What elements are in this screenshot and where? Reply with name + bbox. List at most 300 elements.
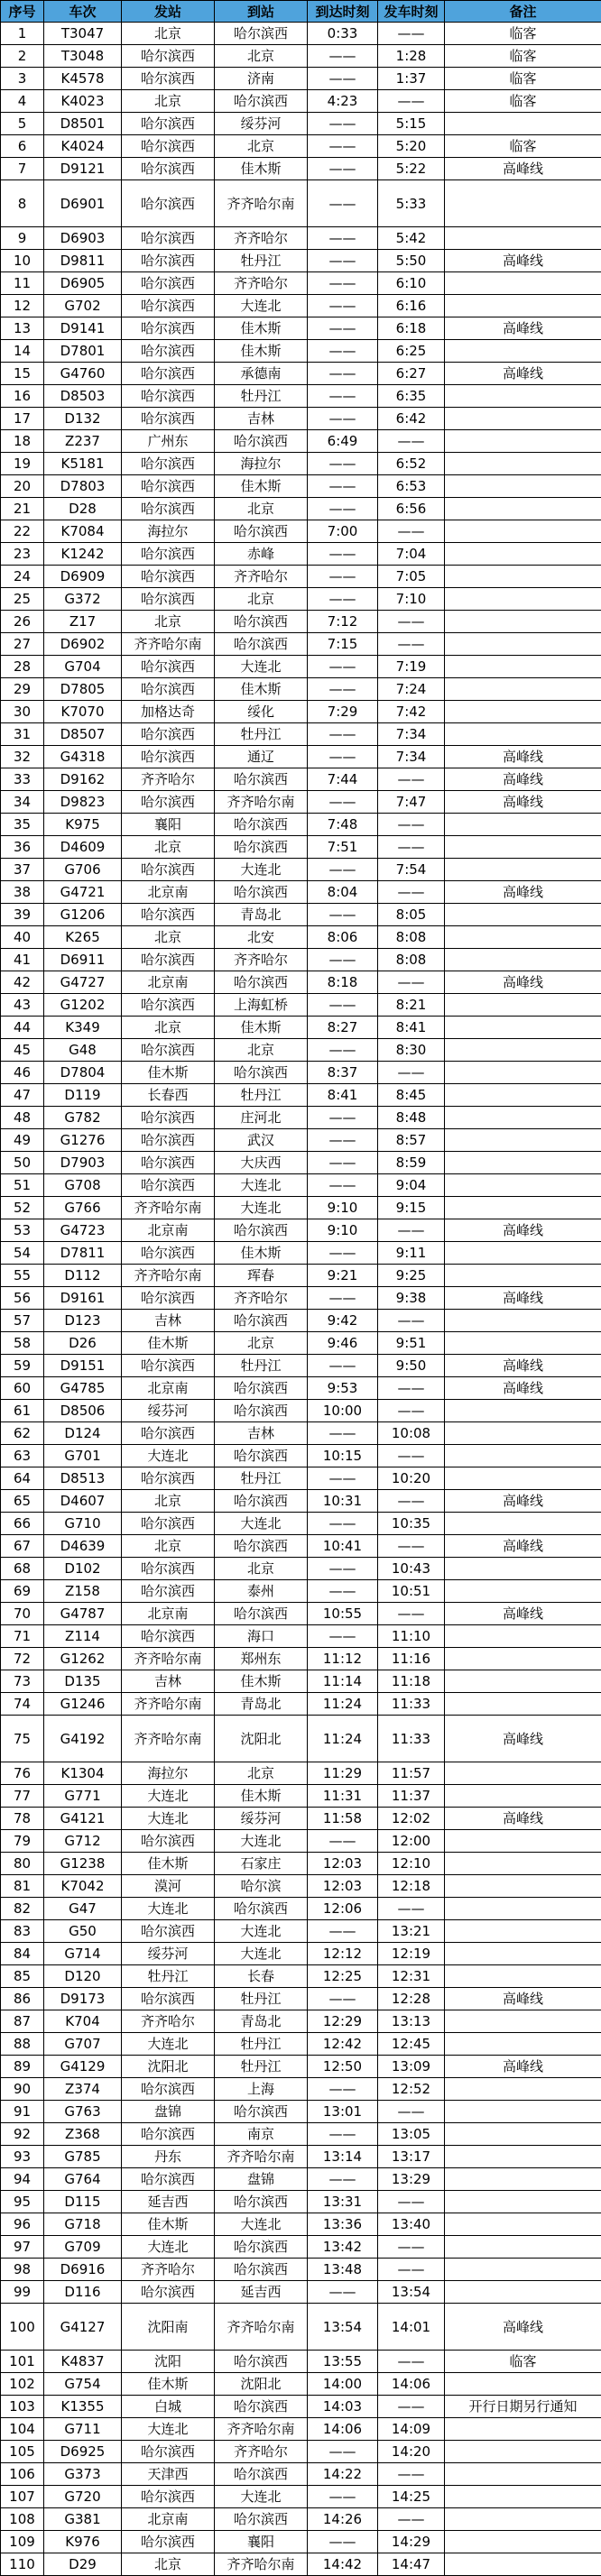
arrival-station-cell: 青岛北: [215, 1693, 308, 1716]
departure-station-cell: 延吉西: [122, 2191, 215, 2213]
departure-station-cell: 哈尔滨西: [122, 723, 215, 746]
arrival-time-cell: ——: [308, 994, 378, 1017]
train-number-cell: G48: [44, 1039, 122, 1062]
arrival-station-cell: 哈尔滨西: [215, 768, 308, 791]
remarks-cell: [445, 2213, 601, 2236]
departure-station-cell: 哈尔滨西: [122, 1580, 215, 1603]
departure-station-cell: 哈尔滨西: [122, 340, 215, 363]
arrival-time-cell: 13:54: [308, 2304, 378, 2351]
arrival-station-cell: 济南: [215, 68, 308, 90]
departure-station-cell: 哈尔滨西: [122, 2486, 215, 2508]
arrival-time-cell: 11:24: [308, 1693, 378, 1716]
departure-station-cell: 齐齐哈尔: [122, 2259, 215, 2281]
train-number-cell: Z114: [44, 1625, 122, 1648]
arrival-time-cell: 14:26: [308, 2508, 378, 2531]
remarks-cell: [445, 430, 601, 453]
train-number-cell: D120: [44, 1965, 122, 1988]
departure-time-cell: 11:33: [378, 1693, 445, 1716]
arrival-station-cell: 吉林: [215, 1422, 308, 1445]
remarks-cell: [445, 1965, 601, 1988]
remarks-cell: [445, 295, 601, 317]
seq-cell: 83: [1, 1920, 44, 1943]
departure-station-cell: 北京南: [122, 2508, 215, 2531]
table-row: [1, 2056, 601, 2078]
arrival-station-cell: 北安: [215, 926, 308, 949]
remarks-cell: [445, 2078, 601, 2101]
train-number-cell: G4192: [44, 1716, 122, 1762]
table-row: [1, 1219, 601, 1242]
seq-cell: 81: [1, 1875, 44, 1898]
departure-time-cell: 13:21: [378, 1920, 445, 1943]
train-number-cell: G702: [44, 295, 122, 317]
departure-time-cell: ——: [378, 1219, 445, 1242]
seq-cell: 27: [1, 633, 44, 656]
departure-time-cell: 7:54: [378, 859, 445, 881]
arrival-time-cell: ——: [308, 746, 378, 768]
seq-cell: 26: [1, 611, 44, 633]
remarks-cell: [445, 340, 601, 363]
arrival-station-cell: 哈尔滨西: [215, 2191, 308, 2213]
arrival-time-cell: ——: [308, 45, 378, 68]
remarks-cell: [445, 701, 601, 723]
table-row: [1, 1467, 601, 1490]
arrival-time-cell: ——: [308, 791, 378, 814]
arrival-time-cell: ——: [308, 723, 378, 746]
train-number-cell: G701: [44, 1445, 122, 1467]
departure-station-cell: 哈尔滨西: [122, 68, 215, 90]
remarks-cell: [445, 588, 601, 611]
arrival-time-cell: 13:36: [308, 2213, 378, 2236]
train-number-cell: K4837: [44, 2351, 122, 2373]
arrival-station-cell: 大连北: [215, 859, 308, 881]
train-number-cell: G4127: [44, 2304, 122, 2351]
seq-cell: 84: [1, 1943, 44, 1965]
remarks-cell: [445, 408, 601, 430]
seq-cell: 77: [1, 1785, 44, 1808]
seq-cell: 10: [1, 250, 44, 272]
arrival-station-cell: 沈阳北: [215, 2373, 308, 2396]
seq-cell: 78: [1, 1808, 44, 1830]
table-row: [1, 814, 601, 836]
departure-time-cell: 5:33: [378, 180, 445, 227]
remarks-cell: [445, 2236, 601, 2259]
table-row: [1, 135, 601, 158]
seq-cell: 44: [1, 1017, 44, 1039]
arrival-station-cell: 佳木斯: [215, 317, 308, 340]
table-row: [1, 272, 601, 295]
departure-station-cell: 哈尔滨西: [122, 1287, 215, 1310]
departure-station-cell: 哈尔滨西: [122, 1625, 215, 1648]
departure-time-cell: 10:51: [378, 1580, 445, 1603]
remarks-cell: [445, 1084, 601, 1107]
remarks-cell: [445, 1943, 601, 1965]
table-row: [1, 1648, 601, 1670]
arrival-time-cell: 9:21: [308, 1265, 378, 1287]
remarks-cell: 高峰线: [445, 158, 601, 180]
departure-station-cell: 哈尔滨西: [122, 994, 215, 1017]
seq-cell: 15: [1, 363, 44, 385]
departure-station-cell: 齐齐哈尔南: [122, 633, 215, 656]
arrival-station-cell: 沈阳北: [215, 1716, 308, 1762]
arrival-time-cell: ——: [308, 340, 378, 363]
seq-cell: 85: [1, 1965, 44, 1988]
arrival-station-cell: 佳木斯: [215, 678, 308, 701]
table-row: [1, 588, 601, 611]
arrival-station-cell: 北京: [215, 588, 308, 611]
departure-station-cell: 哈尔滨西: [122, 1830, 215, 1853]
table-row: [1, 2213, 601, 2236]
departure-station-cell: 哈尔滨西: [122, 317, 215, 340]
departure-time-cell: 8:30: [378, 1039, 445, 1062]
remarks-cell: 临客: [445, 135, 601, 158]
seq-cell: 106: [1, 2463, 44, 2486]
departure-station-cell: 哈尔滨西: [122, 1920, 215, 1943]
seq-cell: 74: [1, 1693, 44, 1716]
arrival-station-cell: 青岛北: [215, 904, 308, 926]
departure-station-cell: 北京南: [122, 881, 215, 904]
seq-cell: 62: [1, 1422, 44, 1445]
table-row: [1, 1174, 601, 1197]
table-row: [1, 1152, 601, 1174]
train-number-cell: G785: [44, 2146, 122, 2168]
arrival-time-cell: ——: [308, 1558, 378, 1580]
remarks-cell: [445, 1580, 601, 1603]
table-row: [1, 1693, 601, 1716]
arrival-station-cell: 泰州: [215, 1580, 308, 1603]
remarks-cell: [445, 656, 601, 678]
arrival-station-cell: 佳木斯: [215, 1785, 308, 1808]
departure-station-cell: 齐齐哈尔南: [122, 1648, 215, 1670]
seq-cell: 72: [1, 1648, 44, 1670]
remarks-cell: [445, 1875, 601, 1898]
table-row: [1, 1445, 601, 1467]
departure-station-cell: 哈尔滨西: [122, 180, 215, 227]
arrival-station-cell: 北京: [215, 498, 308, 520]
arrival-time-cell: 14:22: [308, 2463, 378, 2486]
remarks-cell: [445, 1785, 601, 1808]
arrival-time-cell: ——: [308, 1039, 378, 1062]
arrival-station-cell: 绥芬河: [215, 113, 308, 135]
seq-cell: 108: [1, 2508, 44, 2531]
departure-time-cell: 9:11: [378, 1242, 445, 1265]
remarks-cell: 高峰线: [445, 746, 601, 768]
seq-cell: 20: [1, 475, 44, 498]
arrival-time-cell: 13:31: [308, 2191, 378, 2213]
table-row: [1, 1332, 601, 1355]
seq-cell: 92: [1, 2123, 44, 2146]
departure-time-cell: 13:05: [378, 2123, 445, 2146]
arrival-station-cell: 哈尔滨西: [215, 1400, 308, 1422]
arrival-time-cell: 11:29: [308, 1762, 378, 1785]
table-row: [1, 1625, 601, 1648]
table-row: [1, 836, 601, 859]
table-row: [1, 2259, 601, 2281]
arrival-station-cell: 北京: [215, 45, 308, 68]
departure-station-cell: 大连北: [122, 2033, 215, 2056]
remarks-cell: [445, 1467, 601, 1490]
departure-time-cell: 9:15: [378, 1197, 445, 1219]
departure-time-cell: 6:25: [378, 340, 445, 363]
table-row: [1, 520, 601, 543]
departure-station-cell: 哈尔滨西: [122, 746, 215, 768]
train-number-cell: D28: [44, 498, 122, 520]
seq-cell: 66: [1, 1513, 44, 1535]
arrival-time-cell: ——: [308, 1467, 378, 1490]
departure-station-cell: 哈尔滨西: [122, 1107, 215, 1129]
seq-cell: 80: [1, 1853, 44, 1875]
arrival-time-cell: ——: [308, 588, 378, 611]
remarks-cell: [445, 1920, 601, 1943]
table-row: [1, 746, 601, 768]
seq-cell: 40: [1, 926, 44, 949]
arrival-time-cell: 14:06: [308, 2418, 378, 2441]
seq-cell: 9: [1, 227, 44, 250]
seq-cell: 73: [1, 1670, 44, 1693]
arrival-station-cell: 佳木斯: [215, 158, 308, 180]
remarks-cell: 临客: [445, 90, 601, 113]
arrival-time-cell: 13:42: [308, 2236, 378, 2259]
departure-time-cell: ——: [378, 520, 445, 543]
remarks-cell: [445, 2486, 601, 2508]
departure-station-cell: 哈尔滨西: [122, 1039, 215, 1062]
train-number-cell: G1202: [44, 994, 122, 1017]
departure-station-cell: 哈尔滨西: [122, 1513, 215, 1535]
arrival-time-cell: ——: [308, 1830, 378, 1853]
departure-time-cell: 7:04: [378, 543, 445, 566]
departure-time-cell: 6:27: [378, 363, 445, 385]
departure-time-cell: 6:56: [378, 498, 445, 520]
departure-time-cell: 12:45: [378, 2033, 445, 2056]
arrival-station-cell: 海拉尔: [215, 453, 308, 475]
departure-station-cell: 北京: [122, 611, 215, 633]
train-number-cell: G704: [44, 656, 122, 678]
table-row: [1, 2033, 601, 2056]
header-train-number: 车次: [44, 1, 122, 23]
remarks-cell: [445, 1197, 601, 1219]
train-number-cell: D8503: [44, 385, 122, 408]
seq-cell: 57: [1, 1310, 44, 1332]
table-row: [1, 1920, 601, 1943]
header-seq: 序号: [1, 1, 44, 23]
train-number-cell: G4760: [44, 363, 122, 385]
arrival-time-cell: 8:06: [308, 926, 378, 949]
departure-station-cell: 北京: [122, 90, 215, 113]
train-number-cell: G711: [44, 2418, 122, 2441]
departure-time-cell: 9:04: [378, 1174, 445, 1197]
table-row: [1, 1762, 601, 1785]
train-number-cell: G381: [44, 2508, 122, 2531]
train-number-cell: G1206: [44, 904, 122, 926]
arrival-station-cell: 哈尔滨西: [215, 90, 308, 113]
departure-station-cell: 北京: [122, 2553, 215, 2576]
arrival-station-cell: 哈尔滨西: [215, 836, 308, 859]
arrival-station-cell: 哈尔滨西: [215, 2236, 308, 2259]
table-row: [1, 881, 601, 904]
remarks-cell: 高峰线: [445, 1219, 601, 1242]
table-row: [1, 1580, 601, 1603]
seq-cell: 90: [1, 2078, 44, 2101]
seq-cell: 63: [1, 1445, 44, 1467]
departure-time-cell: 10:08: [378, 1422, 445, 1445]
departure-station-cell: 襄阳: [122, 814, 215, 836]
arrival-time-cell: ——: [308, 295, 378, 317]
departure-time-cell: ——: [378, 2101, 445, 2123]
seq-cell: 87: [1, 2010, 44, 2033]
seq-cell: 22: [1, 520, 44, 543]
remarks-cell: [445, 2463, 601, 2486]
arrival-time-cell: 0:33: [308, 23, 378, 45]
train-number-cell: D4607: [44, 1490, 122, 1513]
train-number-cell: G782: [44, 1107, 122, 1129]
seq-cell: 21: [1, 498, 44, 520]
remarks-cell: [445, 1332, 601, 1355]
arrival-station-cell: 齐齐哈尔南: [215, 2553, 308, 2576]
seq-cell: 79: [1, 1830, 44, 1853]
arrival-time-cell: 9:46: [308, 1332, 378, 1355]
arrival-time-cell: 13:14: [308, 2146, 378, 2168]
remarks-cell: [445, 1625, 601, 1648]
arrival-station-cell: 大连北: [215, 2213, 308, 2236]
arrival-time-cell: ——: [308, 272, 378, 295]
departure-time-cell: ——: [378, 2463, 445, 2486]
arrival-time-cell: 10:41: [308, 1535, 378, 1558]
arrival-station-cell: 佳木斯: [215, 340, 308, 363]
remarks-cell: [445, 2191, 601, 2213]
arrival-time-cell: 12:03: [308, 1853, 378, 1875]
seq-cell: 49: [1, 1129, 44, 1152]
arrival-station-cell: 大连北: [215, 1830, 308, 1853]
departure-station-cell: 齐齐哈尔南: [122, 1265, 215, 1287]
train-number-cell: G373: [44, 2463, 122, 2486]
departure-station-cell: 哈尔滨西: [122, 2281, 215, 2304]
departure-station-cell: 哈尔滨西: [122, 250, 215, 272]
train-number-cell: D6905: [44, 272, 122, 295]
departure-station-cell: 哈尔滨西: [122, 678, 215, 701]
train-number-cell: D9141: [44, 317, 122, 340]
arrival-station-cell: 绥芬河: [215, 1808, 308, 1830]
remarks-cell: [445, 2168, 601, 2191]
departure-station-cell: 大连北: [122, 1785, 215, 1808]
arrival-station-cell: 齐齐哈尔: [215, 566, 308, 588]
departure-time-cell: 1:28: [378, 45, 445, 68]
seq-cell: 59: [1, 1355, 44, 1377]
table-row: [1, 1513, 601, 1535]
arrival-time-cell: 11:31: [308, 1785, 378, 1808]
train-number-cell: G47: [44, 1898, 122, 1920]
seq-cell: 64: [1, 1467, 44, 1490]
table-row: [1, 1197, 601, 1219]
seq-cell: 14: [1, 340, 44, 363]
arrival-station-cell: 牡丹江: [215, 1988, 308, 2010]
remarks-cell: 临客: [445, 68, 601, 90]
remarks-cell: [445, 475, 601, 498]
arrival-station-cell: 哈尔滨西: [215, 2508, 308, 2531]
arrival-time-cell: 7:51: [308, 836, 378, 859]
table-row: [1, 1084, 601, 1107]
table-row: [1, 45, 601, 68]
table-row: [1, 678, 601, 701]
table-row: [1, 2123, 601, 2146]
departure-station-cell: 牡丹江: [122, 1965, 215, 1988]
remarks-cell: [445, 1898, 601, 1920]
departure-time-cell: ——: [378, 836, 445, 859]
arrival-time-cell: ——: [308, 2281, 378, 2304]
arrival-station-cell: 郑州东: [215, 1648, 308, 1670]
table-row: [1, 1670, 601, 1693]
table-row: [1, 1965, 601, 1988]
remarks-cell: [445, 272, 601, 295]
remarks-cell: 高峰线: [445, 1377, 601, 1400]
train-number-cell: D8501: [44, 113, 122, 135]
departure-station-cell: 白城: [122, 2396, 215, 2418]
departure-station-cell: 北京: [122, 1535, 215, 1558]
departure-station-cell: 北京南: [122, 1603, 215, 1625]
remarks-cell: 高峰线: [445, 1287, 601, 1310]
train-number-cell: D9173: [44, 1988, 122, 2010]
train-number-cell: G720: [44, 2486, 122, 2508]
departure-station-cell: 哈尔滨西: [122, 498, 215, 520]
remarks-cell: [445, 723, 601, 746]
table-row: [1, 1830, 601, 1853]
arrival-station-cell: 牡丹江: [215, 2056, 308, 2078]
arrival-station-cell: 佳木斯: [215, 1242, 308, 1265]
table-row: [1, 453, 601, 475]
train-number-cell: D132: [44, 408, 122, 430]
remarks-cell: [445, 1062, 601, 1084]
arrival-station-cell: 大连北: [215, 1513, 308, 1535]
arrival-station-cell: 哈尔滨西: [215, 1603, 308, 1625]
arrival-station-cell: 大庆西: [215, 1152, 308, 1174]
arrival-station-cell: 襄阳: [215, 2531, 308, 2553]
remarks-cell: 高峰线: [445, 1988, 601, 2010]
table-row: [1, 1603, 601, 1625]
train-number-cell: G707: [44, 2033, 122, 2056]
train-number-cell: G714: [44, 1943, 122, 1965]
seq-cell: 50: [1, 1152, 44, 1174]
departure-station-cell: 佳木斯: [122, 1332, 215, 1355]
arrival-station-cell: 大连北: [215, 1943, 308, 1965]
seq-cell: 33: [1, 768, 44, 791]
arrival-time-cell: 8:18: [308, 971, 378, 994]
train-number-cell: K7070: [44, 701, 122, 723]
departure-time-cell: 14:09: [378, 2418, 445, 2441]
arrival-time-cell: 14:03: [308, 2396, 378, 2418]
departure-time-cell: 11:37: [378, 1785, 445, 1808]
table-row: [1, 1377, 601, 1400]
seq-cell: 19: [1, 453, 44, 475]
departure-time-cell: ——: [378, 768, 445, 791]
arrival-time-cell: 12:50: [308, 2056, 378, 2078]
departure-time-cell: ——: [378, 430, 445, 453]
departure-time-cell: ——: [378, 1310, 445, 1332]
arrival-time-cell: ——: [308, 949, 378, 971]
arrival-time-cell: ——: [308, 158, 378, 180]
train-number-cell: K265: [44, 926, 122, 949]
seq-cell: 96: [1, 2213, 44, 2236]
arrival-station-cell: 赤峰: [215, 543, 308, 566]
arrival-time-cell: 11:12: [308, 1648, 378, 1670]
train-number-cell: G4121: [44, 1808, 122, 1830]
departure-time-cell: ——: [378, 2259, 445, 2281]
train-number-cell: D116: [44, 2281, 122, 2304]
train-number-cell: D6901: [44, 180, 122, 227]
train-number-cell: D9151: [44, 1355, 122, 1377]
train-number-cell: G4785: [44, 1377, 122, 1400]
header-arrival-time: 到达时刻: [308, 1, 378, 23]
arrival-station-cell: 佳木斯: [215, 1670, 308, 1693]
train-number-cell: D9162: [44, 768, 122, 791]
departure-time-cell: 12:52: [378, 2078, 445, 2101]
